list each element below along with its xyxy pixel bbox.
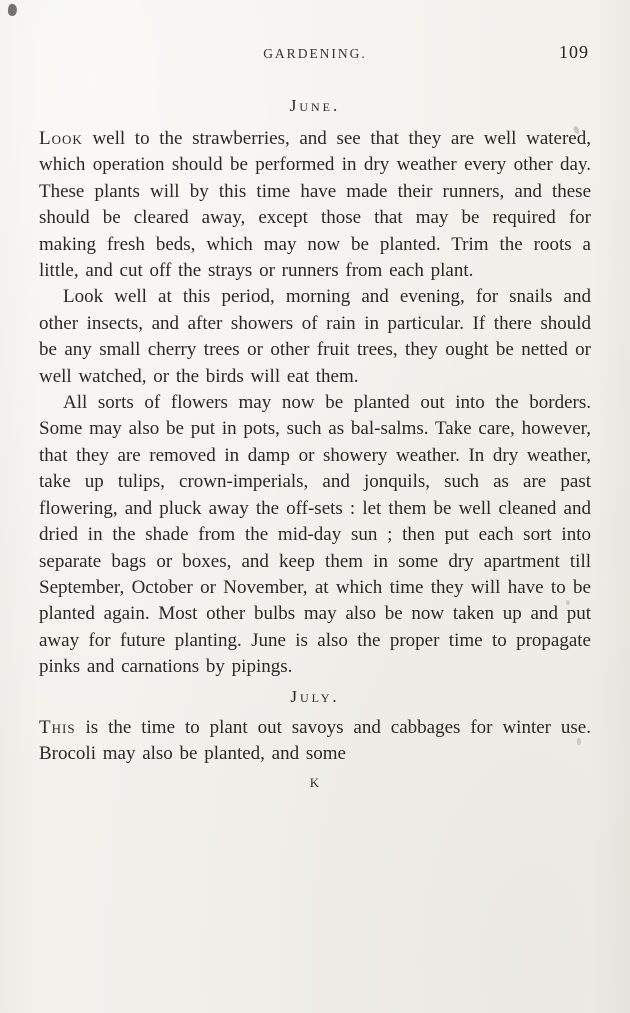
section-heading-july: July. xyxy=(290,686,340,706)
page-number: 109 xyxy=(559,42,589,62)
running-title: GARDENING. xyxy=(263,46,367,61)
paragraph-text: well to the strawberries, and see that they are well watered, which operation should be performed in dry weather every other day. These plants will by this time have made their runners, and these should be cleared away, except those that may be required for making fresh beds, which may now be planted. Trim the roots a little, and cut off the strays or runners from each plant. xyxy=(39,128,591,282)
scan-artifact xyxy=(566,600,570,605)
scan-artifact xyxy=(577,738,581,745)
lead-word: This xyxy=(39,716,76,738)
page-header xyxy=(39,0,591,70)
paragraph-flowers xyxy=(39,390,591,680)
paragraph-snails xyxy=(39,284,591,390)
paragraph-text: All sorts of flowers may now be planted out into the borders. Some may also be put in pots, such as bal-salms. Take care, however, that they are removed in damp or showery weather. In dry weather, take up tulips, crown-imperials, and jonquils, such as are past flowering, and pluck away the off-sets : let them be well cleaned and dried in the shade from the mid-day sun ; then put each sort into separate bags or boxes, and keep them in some dry apartment till September, October or November, at which time they will have to be planted again. Most other bulbs may also be now taken up and put away for future planting. June is also the proper time to propagate pinks and carnations by pipings. xyxy=(39,392,591,678)
paragraph-text: is the time to plant out savoys and cabbages for winter use. Brocoli may also be planted, and some xyxy=(39,716,591,764)
section-heading-june: June. xyxy=(289,96,341,115)
signature-mark: K xyxy=(309,775,321,791)
lead-word: Look xyxy=(39,128,83,149)
scan-artifact xyxy=(7,3,18,16)
text-block xyxy=(39,96,591,791)
paragraph-savoys xyxy=(39,715,591,768)
paragraph-strawberries xyxy=(39,126,591,284)
paragraph-text: Look well at this period, morning and evening, for snails and other insects, and after showers of rain in particular. If there should be any small cherry trees or other fruit trees, they ought be netted or well watched, or the birds will eat them. xyxy=(39,286,591,387)
